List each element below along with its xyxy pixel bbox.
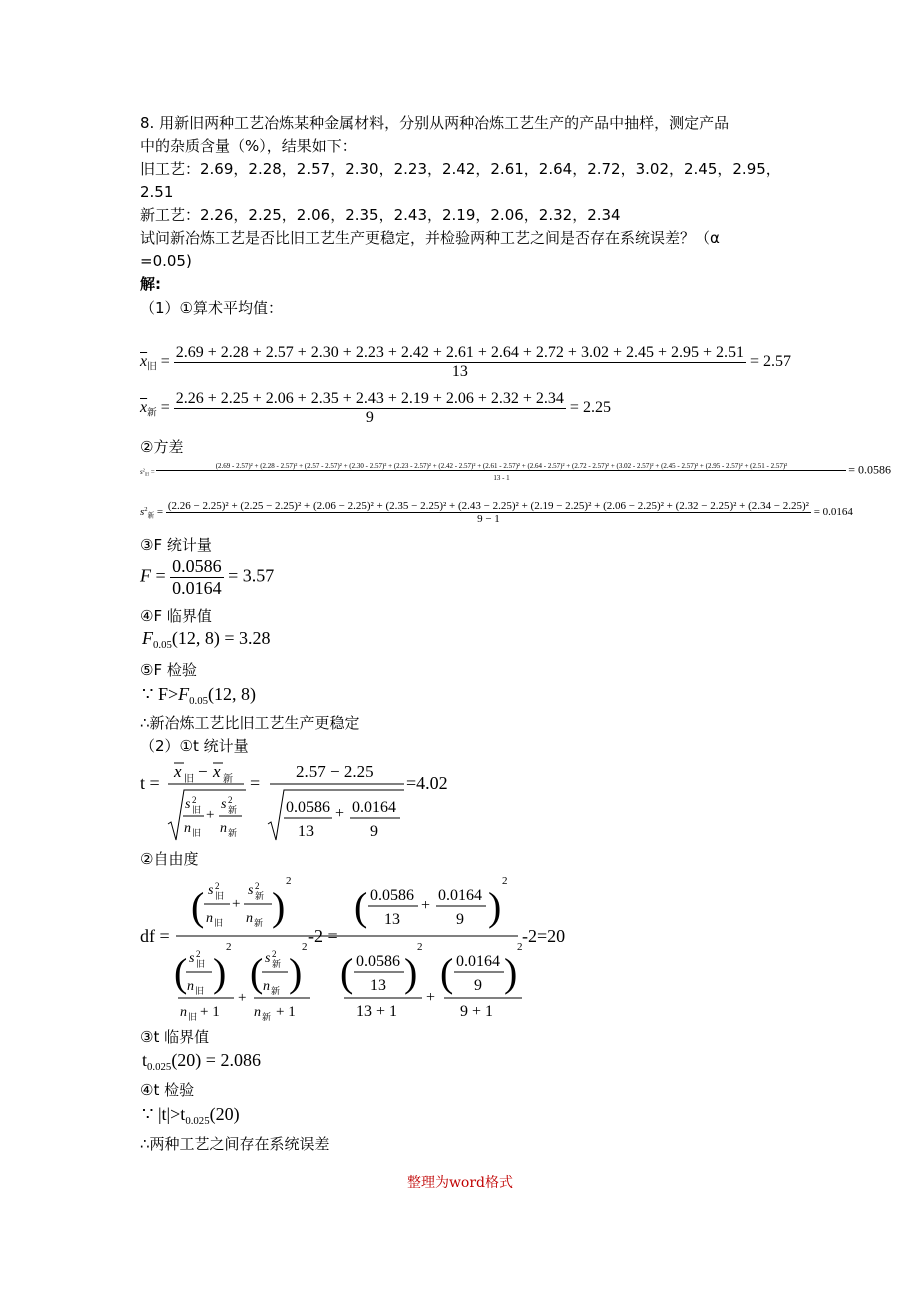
svg-text:): ) [504, 950, 518, 995]
mean-new-result: = 2.25 [569, 399, 611, 417]
df-n-old: 13 [384, 911, 400, 928]
df-formula [138, 868, 588, 1024]
svg-text:+: + [426, 989, 436, 1006]
step-t-test-heading: ④t 检验 [140, 1081, 195, 1099]
mean-new-formula: $\overline{x}_新$ = $\frac{2.26 + 2.25 + 2.06 + 2.35 + 2.43 + 2.19 + 2.06 + 2.32 + 2.34}{9}$ = 2.25 [140, 390, 611, 426]
svg-text:(: ( [250, 950, 264, 995]
svg-text:s: s [208, 883, 214, 898]
t-statistic-formula [138, 756, 498, 844]
svg-text:n: n [206, 911, 213, 926]
svg-text:旧: 旧 [214, 918, 224, 928]
step-f-critical-heading: ④F 临界值 [140, 607, 212, 625]
f-numerator: 0.0586 [172, 556, 222, 576]
svg-text:旧: 旧 [192, 805, 202, 815]
svg-text:+: + [238, 990, 247, 1006]
t-var-old: 0.0586 [286, 799, 330, 816]
svg-text:(: ( [340, 950, 354, 995]
step-df-heading: ②自由度 [140, 850, 199, 868]
df-n-new-plus-1: 9 + 1 [460, 1003, 494, 1020]
svg-text:df =: df = [140, 926, 170, 946]
svg-text:+: + [335, 805, 345, 822]
svg-text:+ 1: + 1 [200, 1004, 220, 1020]
df-n-new: 9 [456, 911, 464, 928]
f-conclusion: ∴新冶炼工艺比旧工艺生产更稳定 [140, 714, 360, 732]
df-n-old-plus-1: 13 + 1 [356, 1003, 398, 1020]
t-n-old: 13 [298, 823, 314, 840]
df-den-var-old: 0.0586 [356, 953, 400, 970]
svg-text:新: 新 [228, 805, 238, 815]
svg-text:旧: 旧 [192, 828, 202, 838]
f-test-formula: ∵ $F>F_{0.05}(12$, 8) [142, 684, 257, 707]
df-var-old: 0.0586 [370, 887, 414, 904]
step-t-critical-heading: ③t 临界值 [140, 1028, 210, 1046]
svg-text:新: 新 [272, 959, 282, 969]
question-line-2: =0.05) [140, 252, 192, 270]
variance-new-denominator: 9 − 1 [477, 513, 500, 525]
svg-text:n: n [246, 911, 253, 926]
df-result: -2=20 [522, 926, 566, 946]
f-test-args: (12, 8) [208, 684, 257, 704]
svg-text:(: ( [174, 950, 188, 995]
t-test-formula: ∵ $|t|>t_{0.025}(20)$ [142, 1104, 240, 1127]
svg-text:新: 新 [262, 1012, 272, 1022]
question-line-1: 试问新冶炼工艺是否比旧工艺生产更稳定，并检验两种工艺之间是否存在系统误差？（α [140, 229, 720, 247]
t-var-new: 0.0164 [352, 799, 396, 816]
svg-text:旧: 旧 [188, 1012, 198, 1022]
mean-old-result: = 2.57 [750, 353, 792, 371]
mean-new-denominator: 9 [365, 409, 374, 426]
svg-text:2: 2 [272, 949, 277, 959]
solution-label: 解: [140, 275, 161, 293]
step-t-statistic-heading: （2）①t 统计量 [140, 737, 249, 755]
svg-text:旧: 旧 [184, 774, 194, 785]
t-conclusion: ∴两种工艺之间存在系统误差 [140, 1135, 330, 1153]
mean-new-numerator: 2.26 + 2.25 + 2.06 + 2.35 + 2.43 + 2.19 + 2.06 + 2.32 + 2.34 [175, 390, 564, 407]
svg-text:新: 新 [223, 774, 233, 785]
svg-text:−: − [198, 762, 208, 781]
svg-text:2: 2 [302, 941, 308, 953]
svg-text:): ) [488, 884, 502, 929]
svg-text:n: n [254, 1005, 261, 1020]
svg-text:2: 2 [196, 949, 201, 959]
f-critical-value: (12, 8) = 3.28 [171, 628, 271, 648]
svg-text:-2 =: -2 = [308, 926, 338, 946]
svg-text:新: 新 [271, 986, 281, 996]
svg-text:新: 新 [228, 828, 238, 838]
step-mean-heading: （1）①算术平均值： [140, 299, 283, 317]
f-statistic-formula: F = $\frac{0.0586}{0.0164}$ = 3.57 [140, 556, 275, 598]
svg-text:2: 2 [215, 881, 220, 891]
variance-new-numerator: (2.26 − 2.25)² + (2.25 − 2.25)² + (2.06 − 2.25)² + (2.35 − 2.25)² + (2.43 − 2.25)² + (2.19 − 2.25)² + (2.06 − 2.25)² + (2.32 − 2.25)² + (2.34 − 2.25)² [167, 500, 809, 512]
svg-text:n: n [184, 821, 191, 836]
svg-text:旧: 旧 [215, 891, 225, 901]
svg-text:n: n [187, 979, 194, 994]
svg-text:s: s [265, 951, 271, 966]
svg-text:+: + [421, 897, 431, 914]
svg-text:x: x [213, 762, 221, 781]
t-critical-formula: $t_{0.025}(20) = 2.086$ [142, 1050, 261, 1073]
svg-text:2: 2 [417, 941, 423, 953]
svg-text:n: n [220, 821, 227, 836]
svg-text:2: 2 [226, 941, 232, 953]
mean-old-denominator: 13 [451, 363, 468, 380]
svg-text:n: n [180, 1005, 187, 1020]
svg-text:新: 新 [254, 918, 264, 928]
t-numerator: 2.57 − 2.25 [296, 762, 374, 781]
svg-text:+: + [232, 896, 241, 912]
footer-note: 整理为word格式 [406, 1175, 514, 1191]
problem-line-1: 8. 用新旧两种工艺冶炼某种金属材料，分别从两种冶炼工艺生产的产品中抽样，测定产品 [140, 114, 730, 132]
step-variance-heading: ②方差 [140, 438, 184, 456]
variance-old-formula: $s^2_旧$ = (2.69 - 2.57)² + (2.28 - 2.57)² + (2.57 - 2.57)² + (2.30 - 2.57)² + (2.23 - 2.57)² + (2.42 - 2.57)² + (2.61 - 2.57)² + (2.64 - 2.57)² + (2.72 - 2.57)² + (3.02 - 2.57)² + (2.45 - 2.57)² + (2.95 - 2.57)² + (2.51 - 2.57)² 13 - 1 = 0.0586 [140, 462, 892, 482]
svg-text:=: = [250, 773, 261, 793]
problem-line-2: 中的杂质含量（%），结果如下： [140, 137, 357, 155]
f-denominator: 0.0164 [172, 578, 222, 598]
svg-text:2: 2 [517, 941, 523, 953]
svg-text:s: s [248, 883, 254, 898]
variance-old-denominator: 13 - 1 [493, 474, 510, 482]
df-den-var-new: 0.0164 [456, 953, 500, 970]
svg-text:(: ( [440, 950, 454, 995]
old-process-data-cont: 2.51 [140, 183, 174, 201]
variance-new-formula: $s^2_新$ = (2.26 − 2.25)² + (2.25 − 2.25)² + (2.06 − 2.25)² + (2.35 − 2.25)² + (2.43 − 2.25)² + (2.19 − 2.25)² + (2.06 − 2.25)² + (2.32 − 2.25)² + (2.34 − 2.25)² 9 − 1 = 0.0164 [140, 500, 853, 525]
svg-text:新: 新 [255, 891, 265, 901]
svg-text:旧: 旧 [196, 959, 206, 969]
svg-text:旧: 旧 [195, 986, 205, 996]
variance-old-result: = 0.0586 [848, 462, 892, 477]
svg-text:): ) [289, 950, 303, 995]
svg-text:+ 1: + 1 [276, 1004, 296, 1020]
svg-text:2: 2 [502, 875, 508, 887]
svg-text:): ) [213, 950, 227, 995]
svg-text:2: 2 [228, 795, 233, 805]
svg-text:(: ( [354, 884, 368, 929]
step-f-test-heading: ⑤F 检验 [140, 661, 197, 679]
svg-text:s: s [189, 951, 195, 966]
f-result: = 3.57 [228, 565, 275, 586]
new-process-data: 新工艺：2.26，2.25，2.06，2.35，2.43，2.19，2.06，2.32，2.34 [140, 206, 621, 224]
svg-text:s: s [221, 797, 227, 812]
svg-text:n: n [263, 979, 270, 994]
variance-new-result: = 0.0164 [813, 506, 853, 519]
f-critical-formula: $F_{0.05}(12$, 8) = 3.28 [142, 628, 271, 651]
svg-text:(: ( [191, 884, 205, 929]
step-f-statistic-heading: ③F 统计量 [140, 536, 212, 554]
svg-text:x: x [174, 762, 182, 781]
mean-old-numerator: 2.69 + 2.28 + 2.57 + 2.30 + 2.23 + 2.42 + 2.61 + 2.64 + 2.72 + 3.02 + 2.45 + 2.95 + 2.51 [175, 344, 745, 361]
svg-text:2: 2 [286, 875, 292, 887]
mean-old-formula: $\overline{x}_旧$ = 2.69 + 2.28 + 2.57 + 2.30 + 2.23 + 2.42 + 2.61 + 2.64 + 2.72 + 3.02 + 2.45 + 2.95 + 2.51 13 = 2.57 [140, 344, 792, 380]
svg-text:t =: t = [140, 773, 160, 793]
svg-text:s: s [185, 797, 191, 812]
df-den-n-old: 13 [370, 977, 386, 994]
svg-text:): ) [404, 950, 418, 995]
df-den-n-new: 9 [474, 977, 482, 994]
t-n-new: 9 [370, 823, 378, 840]
t-result: =4.02 [406, 773, 448, 793]
svg-text:2: 2 [255, 881, 260, 891]
variance-old-numerator: (2.69 - 2.57)² + (2.28 - 2.57)² + (2.57 - 2.57)² + (2.30 - 2.57)² + (2.23 - 2.57)² + (2.42 - 2.57)² + (2.61 - 2.57)² + (2.64 - 2.57)² + (2.72 - 2.57)² + (3.02 - 2.57)² + (2.45 - 2.57)² + (2.95 - 2.57)² + (2.51 - 2.57)² [156, 462, 846, 471]
df-var-new: 0.0164 [438, 887, 482, 904]
svg-text:): ) [272, 884, 286, 929]
old-process-data: 旧工艺：2.69，2.28，2.57，2.30，2.23，2.42，2.61，2.64，2.72，3.02，2.45，2.95， [140, 160, 781, 178]
t-critical-value: (20) = 2.086 [171, 1050, 261, 1070]
svg-text:2: 2 [192, 795, 197, 805]
t-test-args: (20) [209, 1104, 240, 1124]
svg-text:+: + [206, 807, 215, 823]
